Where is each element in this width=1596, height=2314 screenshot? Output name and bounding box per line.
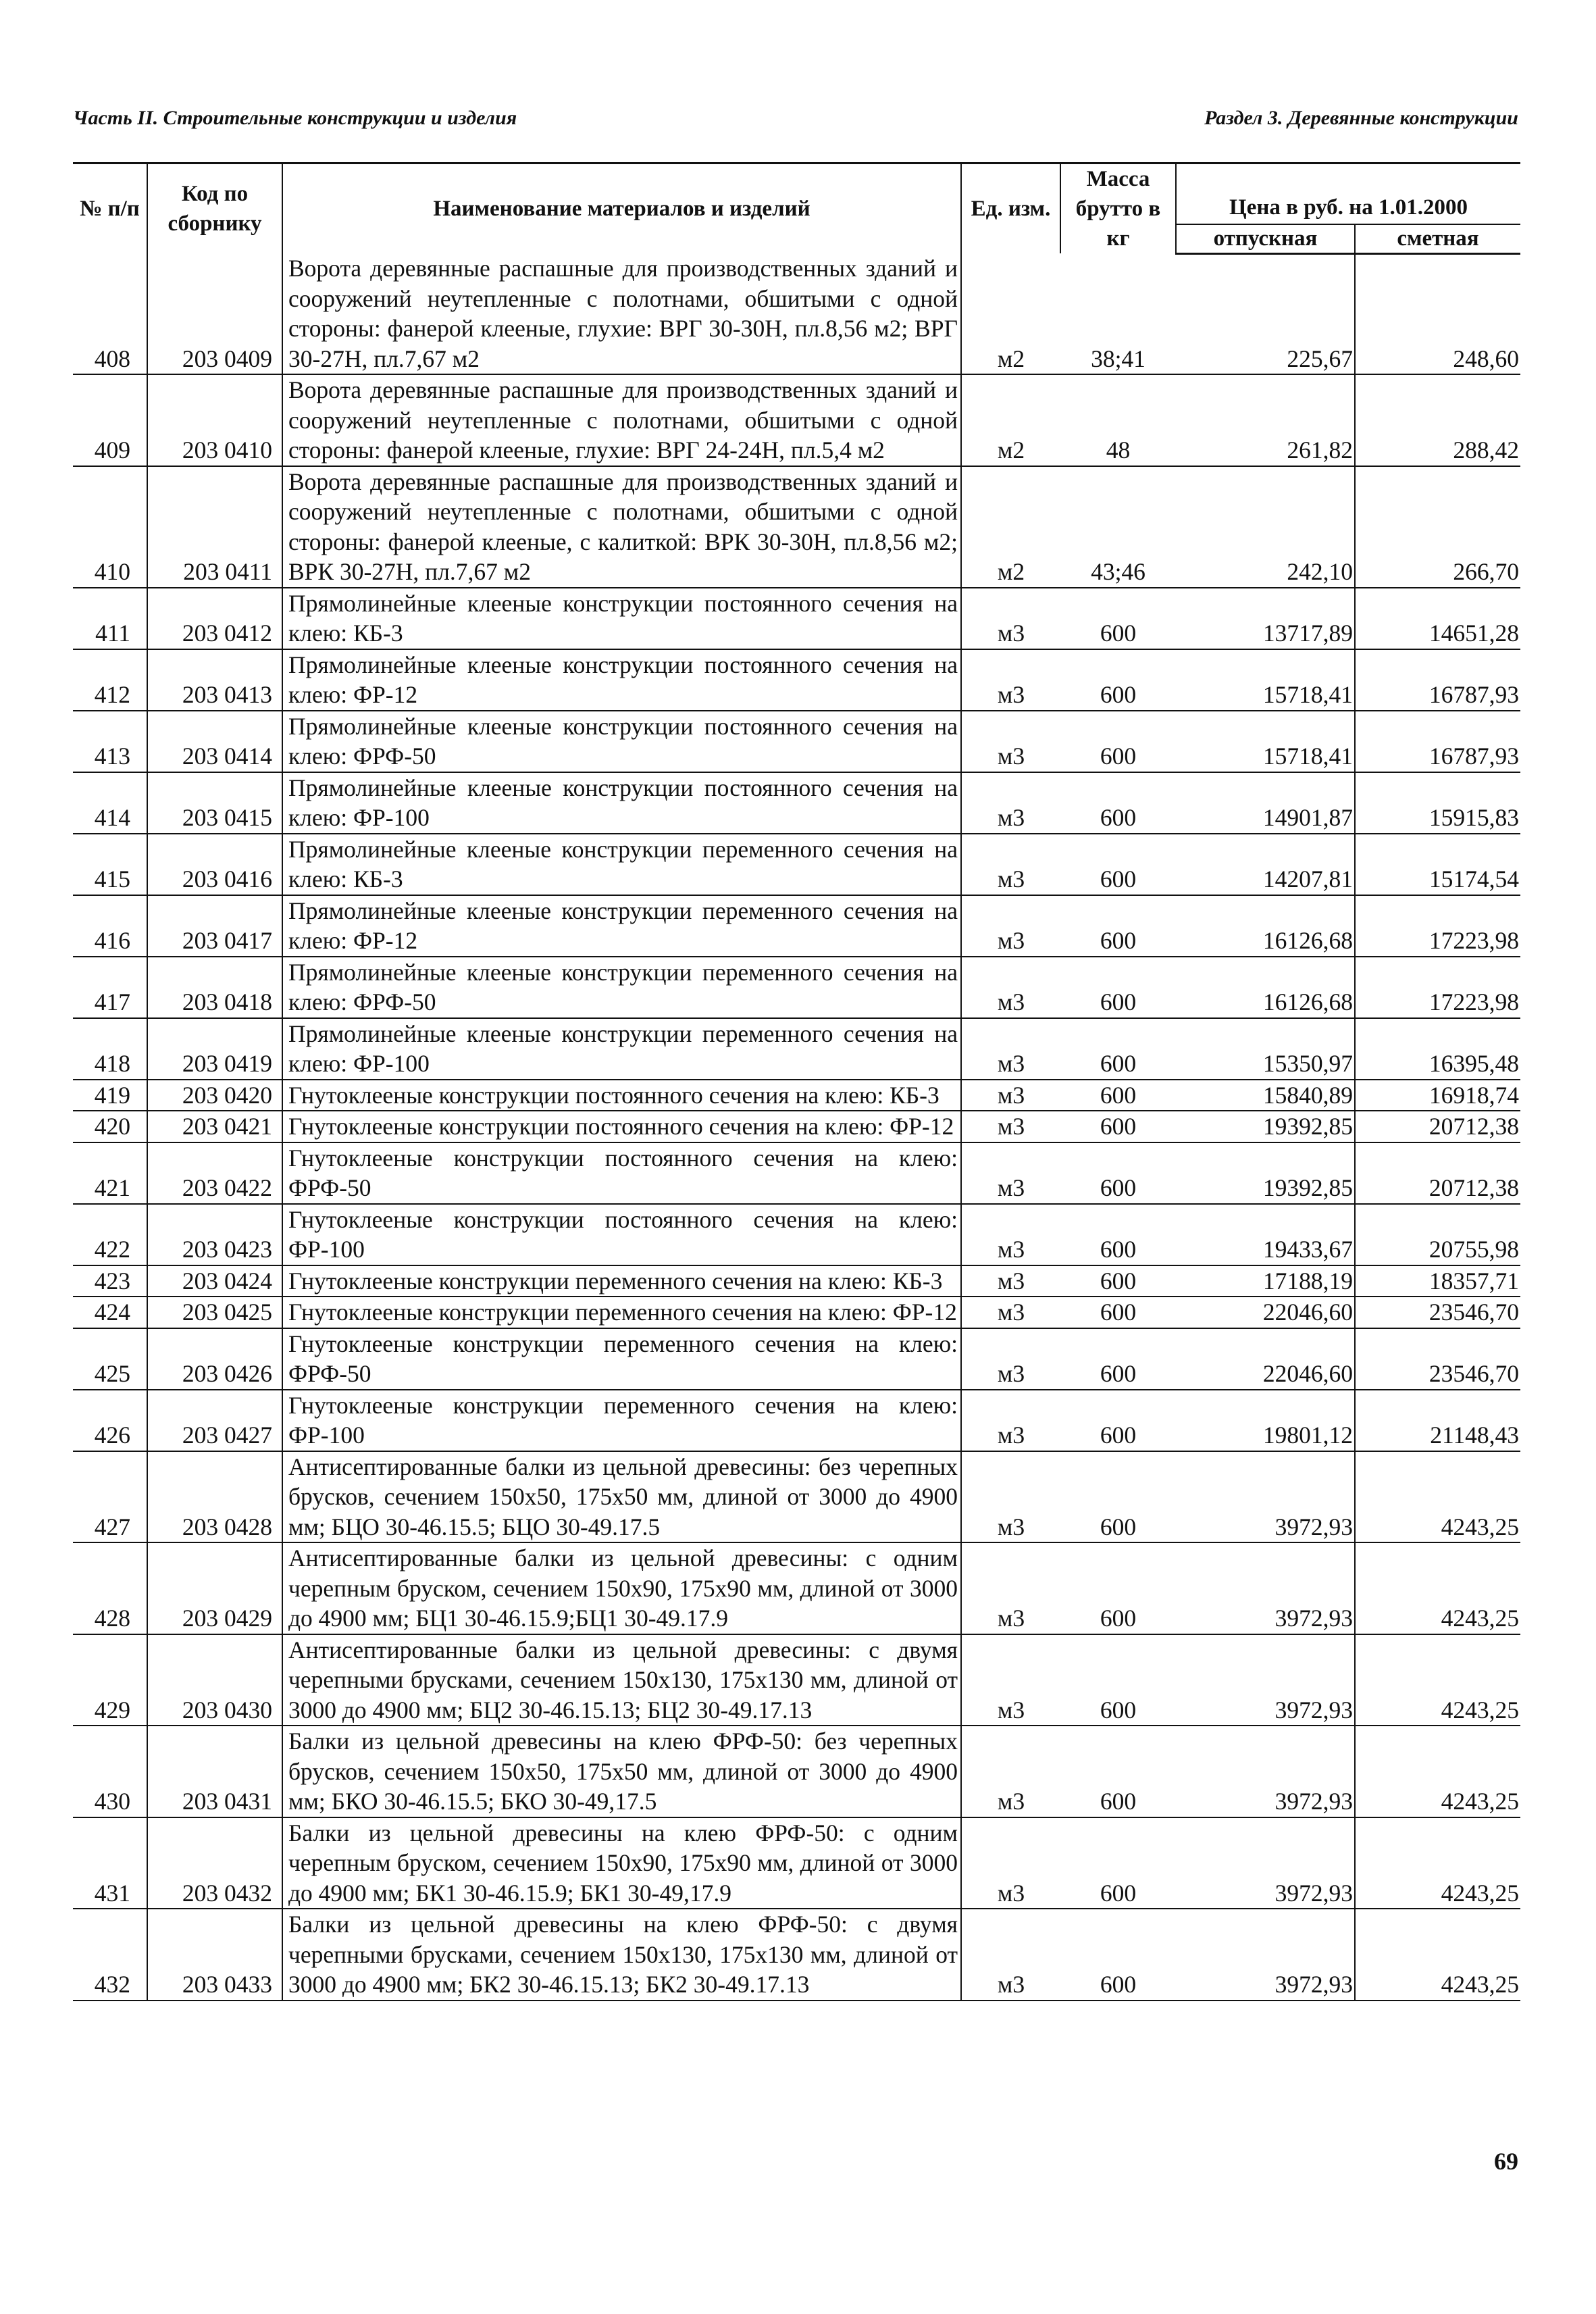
row-unit: м3	[961, 1542, 1060, 1634]
row-name: Балки из цельной древесины на клею ФРФ-50: с одним черепным бруском, сечением 150х90, 175х90 мм, длиной от 3000 до 4900 мм; БК1 30-46.15.9; БК1 30-49,17.9	[282, 1817, 961, 1909]
row-price-estimate: 18357,71	[1355, 1265, 1520, 1297]
row-price-estimate: 4243,25	[1355, 1634, 1520, 1726]
row-code: 203 0412	[147, 588, 282, 649]
row-mass: 600	[1060, 649, 1176, 711]
row-code: 203 0421	[147, 1111, 282, 1142]
row-name: Антисептированные балки из цельной древесины: с одним черепным бруском, сечением 150х90, 175х90 мм, длиной от 3000 до 4900 мм; БЦ1 30-46.15.9;БЦ1 30-49.17.9	[282, 1542, 961, 1634]
row-number: 419	[73, 1080, 147, 1111]
row-number: 411	[73, 588, 147, 649]
row-name: Прямолинейные клееные конструкции переменного сечения на клею: КБ-3	[282, 834, 961, 895]
column-header-name: Наименование материалов и изделий	[282, 164, 961, 254]
row-mass: 600	[1060, 1142, 1176, 1204]
row-price-estimate: 16395,48	[1355, 1018, 1520, 1080]
row-name: Гнутоклееные конструкции постоянного сечения на клею: ФР-100	[282, 1204, 961, 1265]
row-number: 421	[73, 1142, 147, 1204]
row-code: 203 0420	[147, 1080, 282, 1111]
row-mass: 600	[1060, 1451, 1176, 1543]
row-mass: 600	[1060, 834, 1176, 895]
row-price-estimate: 16918,74	[1355, 1080, 1520, 1111]
row-name: Прямолинейные клееные конструкции переменного сечения на клею: ФР-12	[282, 895, 961, 957]
row-name: Прямолинейные клееные конструкции переменного сечения на клею: ФР-100	[282, 1018, 961, 1080]
row-price-estimate: 16787,93	[1355, 649, 1520, 711]
row-price-estimate: 20755,98	[1355, 1204, 1520, 1265]
row-code: 203 0423	[147, 1204, 282, 1265]
row-mass: 600	[1060, 957, 1176, 1018]
row-unit: м3	[961, 1265, 1060, 1297]
column-header-mass: Масса брутто в кг	[1060, 164, 1176, 254]
row-code: 203 0415	[147, 772, 282, 834]
row-unit: м3	[961, 1634, 1060, 1726]
row-price-estimate: 4243,25	[1355, 1451, 1520, 1543]
section-title: Раздел 3. Деревянные конструкции	[1204, 107, 1518, 129]
row-number: 409	[73, 374, 147, 466]
table-row	[73, 1142, 1520, 1204]
row-number: 422	[73, 1204, 147, 1265]
table-row	[73, 711, 1520, 772]
row-mass: 600	[1060, 1817, 1176, 1909]
row-price-estimate: 4243,25	[1355, 1542, 1520, 1634]
column-header-price-group: Цена в руб. на 1.01.2000	[1176, 164, 1520, 225]
row-unit: м3	[961, 1328, 1060, 1390]
row-price-release: 13717,89	[1176, 588, 1355, 649]
row-number: 414	[73, 772, 147, 834]
row-price-release: 16126,68	[1176, 957, 1355, 1018]
table-row	[73, 1726, 1520, 1817]
row-mass: 600	[1060, 1726, 1176, 1817]
row-number: 410	[73, 466, 147, 588]
row-unit: м3	[961, 711, 1060, 772]
column-header-price-estimate: сметная	[1355, 224, 1520, 253]
row-name: Прямолинейные клееные конструкции постоянного сечения на клею: ФР-12	[282, 649, 961, 711]
table-row	[73, 1817, 1520, 1909]
row-code: 203 0425	[147, 1297, 282, 1328]
row-unit: м3	[961, 1111, 1060, 1142]
row-price-estimate: 17223,98	[1355, 957, 1520, 1018]
row-number: 408	[73, 253, 147, 374]
row-number: 427	[73, 1451, 147, 1543]
row-name: Ворота деревянные распашные для производственных зданий и сооружений неутепленные с полотнами, обшитыми с одной стороны: фанерой клееные, глухие: ВРГ 24-24Н, пл.5,4 м2	[282, 374, 961, 466]
table-row	[73, 649, 1520, 711]
row-mass: 600	[1060, 1265, 1176, 1297]
row-number: 423	[73, 1265, 147, 1297]
table-row	[73, 895, 1520, 957]
row-price-release: 3972,93	[1176, 1634, 1355, 1726]
row-unit: м3	[961, 588, 1060, 649]
row-number: 430	[73, 1726, 147, 1817]
row-price-release: 225,67	[1176, 253, 1355, 374]
row-unit: м3	[961, 772, 1060, 834]
row-unit: м2	[961, 374, 1060, 466]
row-code: 203 0427	[147, 1390, 282, 1451]
row-code: 203 0432	[147, 1817, 282, 1909]
row-price-release: 22046,60	[1176, 1328, 1355, 1390]
row-number: 432	[73, 1909, 147, 2001]
row-code: 203 0422	[147, 1142, 282, 1204]
row-price-estimate: 248,60	[1355, 253, 1520, 374]
row-unit: м3	[961, 649, 1060, 711]
row-code: 203 0426	[147, 1328, 282, 1390]
row-code: 203 0409	[147, 253, 282, 374]
row-name: Балки из цельной древесины на клею ФРФ-50: с двумя черепными брусками, сечением 150х130, 175х130 мм, длиной от 3000 до 4900 мм; БК2 30-46.15.13; БК2 30-49.17.13	[282, 1909, 961, 2001]
row-name: Ворота деревянные распашные для производственных зданий и сооружений неутепленные с полотнами, обшитыми с одной стороны: фанерой клееные, глухие: ВРГ 30-30Н, пл.8,56 м2; ВРГ 30-27Н, пл.7,67 м2	[282, 253, 961, 374]
row-mass: 600	[1060, 1297, 1176, 1328]
row-price-estimate: 20712,38	[1355, 1142, 1520, 1204]
row-mass: 600	[1060, 588, 1176, 649]
row-unit: м3	[961, 1451, 1060, 1543]
row-name: Прямолинейные клееные конструкции постоянного сечения на клею: ФР-100	[282, 772, 961, 834]
row-price-release: 3972,93	[1176, 1909, 1355, 2001]
row-name: Гнутоклееные конструкции переменного сечения на клею: КБ-3	[282, 1265, 961, 1297]
table-body	[73, 253, 1520, 2001]
column-header-num: № п/п	[73, 164, 147, 254]
row-code: 203 0414	[147, 711, 282, 772]
row-name: Гнутоклееные конструкции постоянного сечения на клею: ФР-12	[282, 1111, 961, 1142]
row-mass: 600	[1060, 1634, 1176, 1726]
row-unit: м3	[961, 834, 1060, 895]
row-mass: 600	[1060, 1390, 1176, 1451]
row-price-estimate: 15915,83	[1355, 772, 1520, 834]
table-row	[73, 1080, 1520, 1111]
row-name: Гнутоклееные конструкции постоянного сечения на клею: КБ-3	[282, 1080, 961, 1111]
row-unit: м2	[961, 253, 1060, 374]
row-price-release: 16126,68	[1176, 895, 1355, 957]
table-row	[73, 1390, 1520, 1451]
row-mass: 600	[1060, 1018, 1176, 1080]
row-number: 416	[73, 895, 147, 957]
row-mass: 600	[1060, 1204, 1176, 1265]
row-number: 425	[73, 1328, 147, 1390]
row-mass: 600	[1060, 1542, 1176, 1634]
row-code: 203 0418	[147, 957, 282, 1018]
row-price-estimate: 15174,54	[1355, 834, 1520, 895]
row-number: 412	[73, 649, 147, 711]
row-price-release: 242,10	[1176, 466, 1355, 588]
row-mass: 600	[1060, 1909, 1176, 2001]
row-price-estimate: 4243,25	[1355, 1726, 1520, 1817]
row-code: 203 0413	[147, 649, 282, 711]
row-name: Антисептированные балки из цельной древесины: без черепных брусков, сечением 150х50, 175х50 мм, длиной от 3000 до 4900 мм; БЦО 30-46.15.5; БЦО 30-49.17.5	[282, 1451, 961, 1543]
row-number: 418	[73, 1018, 147, 1080]
row-price-estimate: 23546,70	[1355, 1297, 1520, 1328]
row-code: 203 0428	[147, 1451, 282, 1543]
row-name: Балки из цельной древесины на клею ФРФ-50: без черепных брусков, сечением 150х50, 175х50 мм, длиной от 3000 до 4900 мм; БКО 30-46.15.5; БКО 30-49,17.5	[282, 1726, 961, 1817]
row-price-estimate: 16787,93	[1355, 711, 1520, 772]
row-name: Гнутоклееные конструкции переменного сечения на клею: ФР-100	[282, 1390, 961, 1451]
row-unit: м3	[961, 1817, 1060, 1909]
row-number: 417	[73, 957, 147, 1018]
row-unit: м3	[961, 1204, 1060, 1265]
table-header	[73, 164, 1520, 254]
row-unit: м3	[961, 957, 1060, 1018]
row-name: Гнутоклееные конструкции переменного сечения на клею: ФР-12	[282, 1297, 961, 1328]
row-price-estimate: 266,70	[1355, 466, 1520, 588]
row-price-estimate: 288,42	[1355, 374, 1520, 466]
table-row	[73, 1297, 1520, 1328]
row-name: Прямолинейные клееные конструкции постоянного сечения на клею: КБ-3	[282, 588, 961, 649]
row-unit: м3	[961, 1080, 1060, 1111]
row-number: 431	[73, 1817, 147, 1909]
row-price-release: 15840,89	[1176, 1080, 1355, 1111]
row-price-release: 3972,93	[1176, 1451, 1355, 1543]
row-unit: м2	[961, 466, 1060, 588]
row-unit: м3	[961, 1909, 1060, 2001]
row-price-release: 15718,41	[1176, 711, 1355, 772]
row-number: 426	[73, 1390, 147, 1451]
row-code: 203 0424	[147, 1265, 282, 1297]
row-mass: 600	[1060, 772, 1176, 834]
table-row	[73, 1111, 1520, 1142]
row-price-release: 15350,97	[1176, 1018, 1355, 1080]
table-row	[73, 1909, 1520, 2001]
row-number: 420	[73, 1111, 147, 1142]
row-price-release: 22046,60	[1176, 1297, 1355, 1328]
table-row	[73, 253, 1520, 374]
row-price-estimate: 4243,25	[1355, 1817, 1520, 1909]
row-price-release: 17188,19	[1176, 1265, 1355, 1297]
row-mass: 43;46	[1060, 466, 1176, 588]
row-name: Прямолинейные клееные конструкции постоянного сечения на клею: ФРФ-50	[282, 711, 961, 772]
row-price-release: 19392,85	[1176, 1111, 1355, 1142]
row-price-estimate: 20712,38	[1355, 1111, 1520, 1142]
row-price-estimate: 23546,70	[1355, 1328, 1520, 1390]
price-table	[73, 162, 1520, 2001]
row-unit: м3	[961, 1297, 1060, 1328]
row-unit: м3	[961, 1726, 1060, 1817]
table-row	[73, 1265, 1520, 1297]
table-row	[73, 1018, 1520, 1080]
row-mass: 38;41	[1060, 253, 1176, 374]
row-price-release: 19392,85	[1176, 1142, 1355, 1204]
row-unit: м3	[961, 1390, 1060, 1451]
row-unit: м3	[961, 1142, 1060, 1204]
row-price-release: 19433,67	[1176, 1204, 1355, 1265]
row-price-release: 15718,41	[1176, 649, 1355, 711]
table-row	[73, 1204, 1520, 1265]
part-title: Часть II. Строительные конструкции и изделия	[73, 107, 517, 129]
row-mass: 600	[1060, 1111, 1176, 1142]
row-name: Гнутоклееные конструкции постоянного сечения на клею: ФРФ-50	[282, 1142, 961, 1204]
row-number: 415	[73, 834, 147, 895]
row-unit: м3	[961, 1018, 1060, 1080]
row-price-release: 14901,87	[1176, 772, 1355, 834]
row-price-release: 19801,12	[1176, 1390, 1355, 1451]
row-price-release: 14207,81	[1176, 834, 1355, 895]
row-mass: 600	[1060, 1080, 1176, 1111]
column-header-unit: Ед. изм.	[961, 164, 1060, 254]
column-header-code: Код по сборнику	[147, 164, 282, 254]
column-header-price-release: отпускная	[1176, 224, 1355, 253]
row-name: Антисептированные балки из цельной древесины: с двумя черепными брусками, сечением 150х130, 175х130 мм, длиной от 3000 до 4900 мм; БЦ2 30-46.15.13; БЦ2 30-49.17.13	[282, 1634, 961, 1726]
table-row	[73, 374, 1520, 466]
row-code: 203 0410	[147, 374, 282, 466]
row-price-release: 261,82	[1176, 374, 1355, 466]
table-row	[73, 772, 1520, 834]
row-mass: 600	[1060, 895, 1176, 957]
row-name: Прямолинейные клееные конструкции переменного сечения на клею: ФРФ-50	[282, 957, 961, 1018]
row-number: 429	[73, 1634, 147, 1726]
table-row	[73, 1451, 1520, 1543]
row-mass: 48	[1060, 374, 1176, 466]
row-code: 203 0419	[147, 1018, 282, 1080]
row-price-estimate: 21148,43	[1355, 1390, 1520, 1451]
row-mass: 600	[1060, 1328, 1176, 1390]
row-price-release: 3972,93	[1176, 1726, 1355, 1817]
page-header	[73, 107, 1518, 136]
row-price-release: 3972,93	[1176, 1817, 1355, 1909]
row-code: 203 0411	[147, 466, 282, 588]
row-name: Гнутоклееные конструкции переменного сечения на клею: ФРФ-50	[282, 1328, 961, 1390]
row-price-estimate: 14651,28	[1355, 588, 1520, 649]
row-code: 203 0417	[147, 895, 282, 957]
row-number: 428	[73, 1542, 147, 1634]
row-code: 203 0416	[147, 834, 282, 895]
table-row	[73, 588, 1520, 649]
row-code: 203 0430	[147, 1634, 282, 1726]
table-row	[73, 1328, 1520, 1390]
row-mass: 600	[1060, 711, 1176, 772]
row-unit: м3	[961, 895, 1060, 957]
row-code: 203 0429	[147, 1542, 282, 1634]
table-row	[73, 1542, 1520, 1634]
row-price-estimate: 4243,25	[1355, 1909, 1520, 2001]
row-number: 424	[73, 1297, 147, 1328]
table-row	[73, 466, 1520, 588]
row-price-release: 3972,93	[1176, 1542, 1355, 1634]
table-row	[73, 957, 1520, 1018]
row-number: 413	[73, 711, 147, 772]
table-row	[73, 1634, 1520, 1726]
row-name: Ворота деревянные распашные для производственных зданий и сооружений неутепленные с полотнами, обшитыми с одной стороны: фанерой клееные, с калиткой: ВРК 30-30Н, пл.8,56 м2; ВРК 30-27Н, пл.7,67 м2	[282, 466, 961, 588]
page-number: 69	[1494, 2148, 1518, 2175]
row-price-estimate: 17223,98	[1355, 895, 1520, 957]
row-code: 203 0433	[147, 1909, 282, 2001]
table-row	[73, 834, 1520, 895]
row-code: 203 0431	[147, 1726, 282, 1817]
